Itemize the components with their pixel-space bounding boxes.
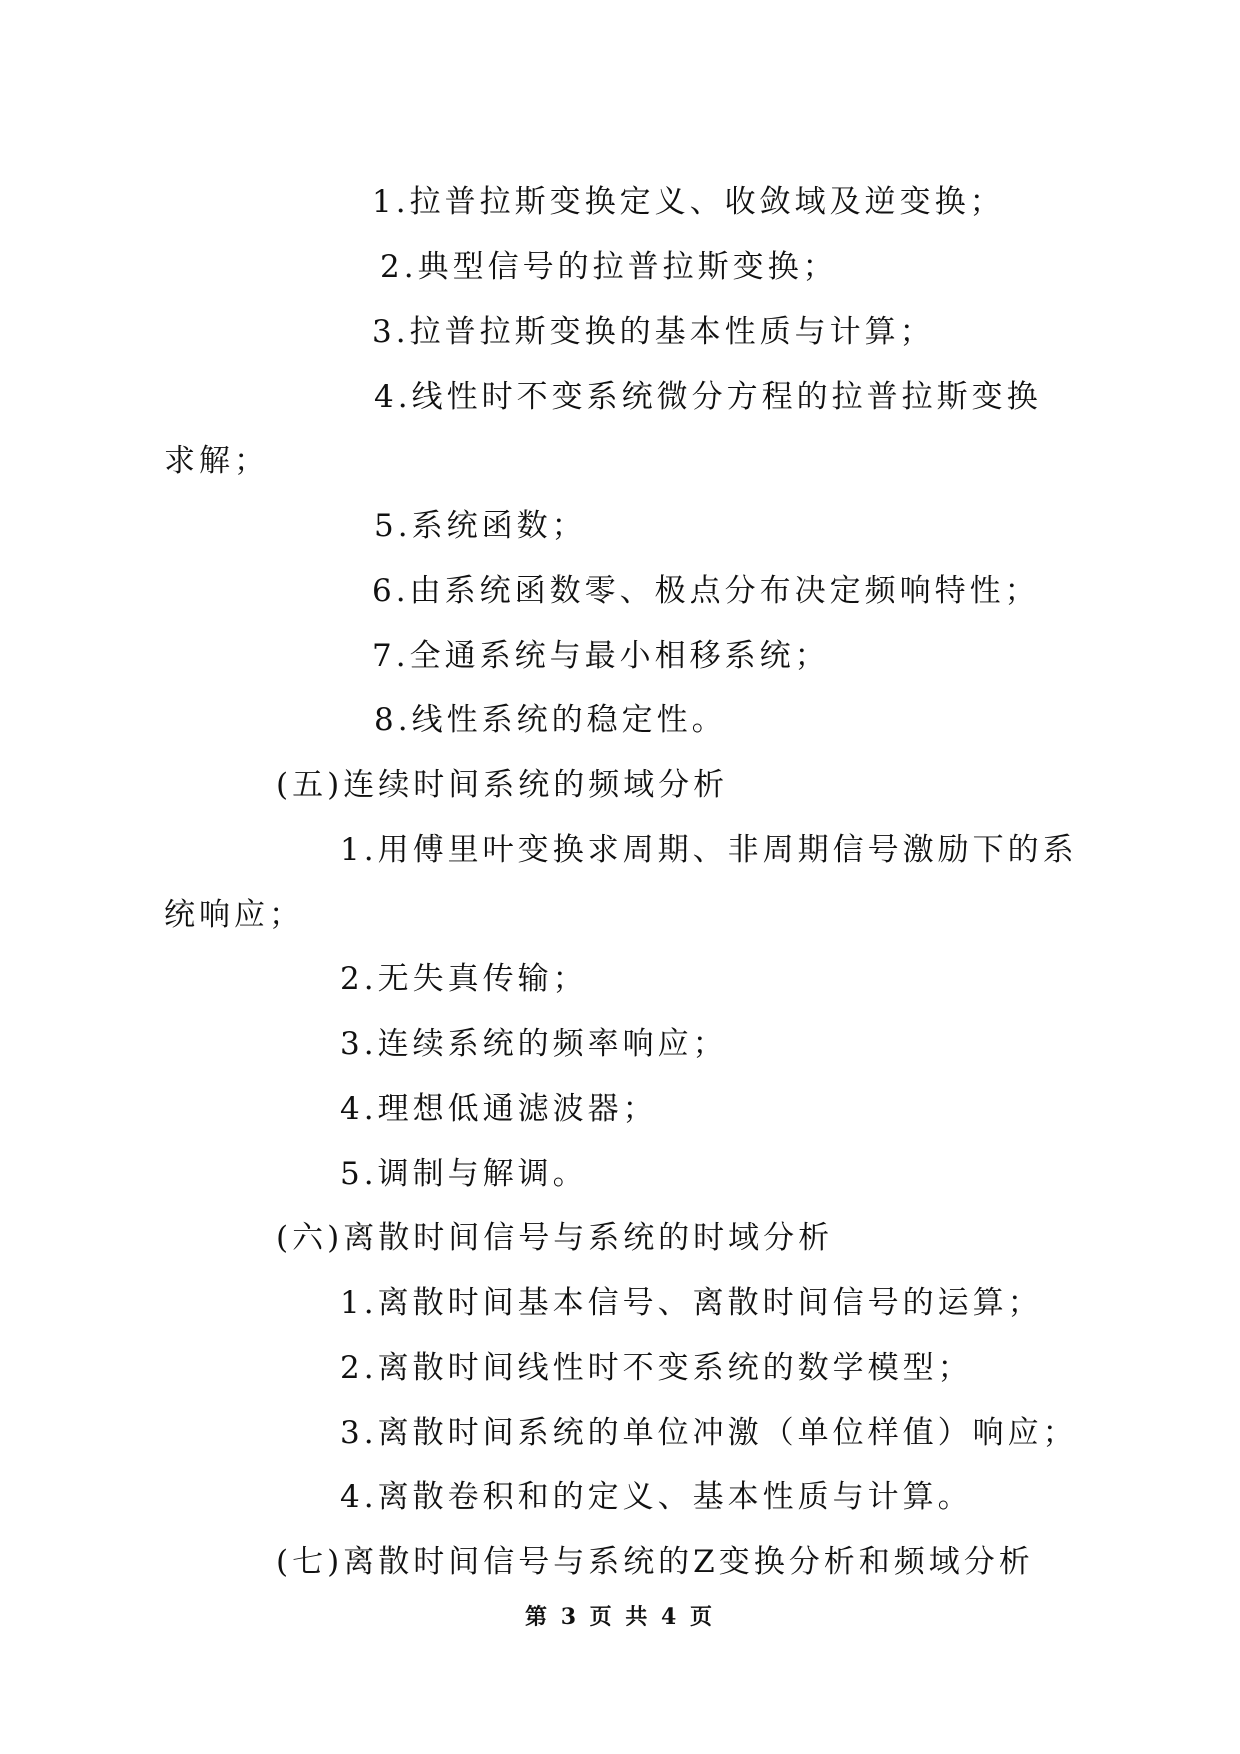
list-item: 2.离散时间线性时不变系统的数学模型； <box>340 1350 973 1386</box>
list-item: 3.离散时间系统的单位冲激（单位样值）响应； <box>340 1415 1078 1451</box>
list-item: 1.用傅里叶变换求周期、非周期信号激励下的系 <box>340 832 1078 868</box>
list-item: 1.拉普拉斯变换定义、收敛域及逆变换； <box>372 184 1005 220</box>
list-item: 2.无失真传输； <box>340 961 588 997</box>
section-heading: (六)离散时间信号与系统的时域分析 <box>276 1220 834 1256</box>
list-item: 2.典型信号的拉普拉斯变换； <box>380 249 838 285</box>
list-item-continuation: 求解； <box>164 443 269 479</box>
page-number-footer: 第 3 页 共 4 页 <box>525 1604 715 1630</box>
list-item: 5.调制与解调。 <box>340 1156 588 1192</box>
list-item: 1.离散时间基本信号、离散时间信号的运算； <box>340 1285 1043 1321</box>
list-item: 7.全通系统与最小相移系统； <box>372 638 830 674</box>
list-item: 4.离散卷积和的定义、基本性质与计算。 <box>340 1479 973 1515</box>
list-item: 6.由系统函数零、极点分布决定频响特性； <box>372 573 1040 609</box>
list-item: 8.线性系统的稳定性。 <box>374 702 727 738</box>
section-heading: (五)连续时间系统的频域分析 <box>276 767 729 803</box>
list-item: 5.系统函数； <box>374 508 587 544</box>
list-item-continuation: 统响应； <box>164 897 304 933</box>
list-item: 4.理想低通滤波器； <box>340 1091 658 1127</box>
section-heading: (七)离散时间信号与系统的Z变换分析和频域分析 <box>276 1544 1034 1580</box>
list-item: 4.线性时不变系统微分方程的拉普拉斯变换 <box>374 379 1042 415</box>
list-item: 3.拉普拉斯变换的基本性质与计算； <box>372 314 935 350</box>
list-item: 3.连续系统的频率响应； <box>340 1026 728 1062</box>
